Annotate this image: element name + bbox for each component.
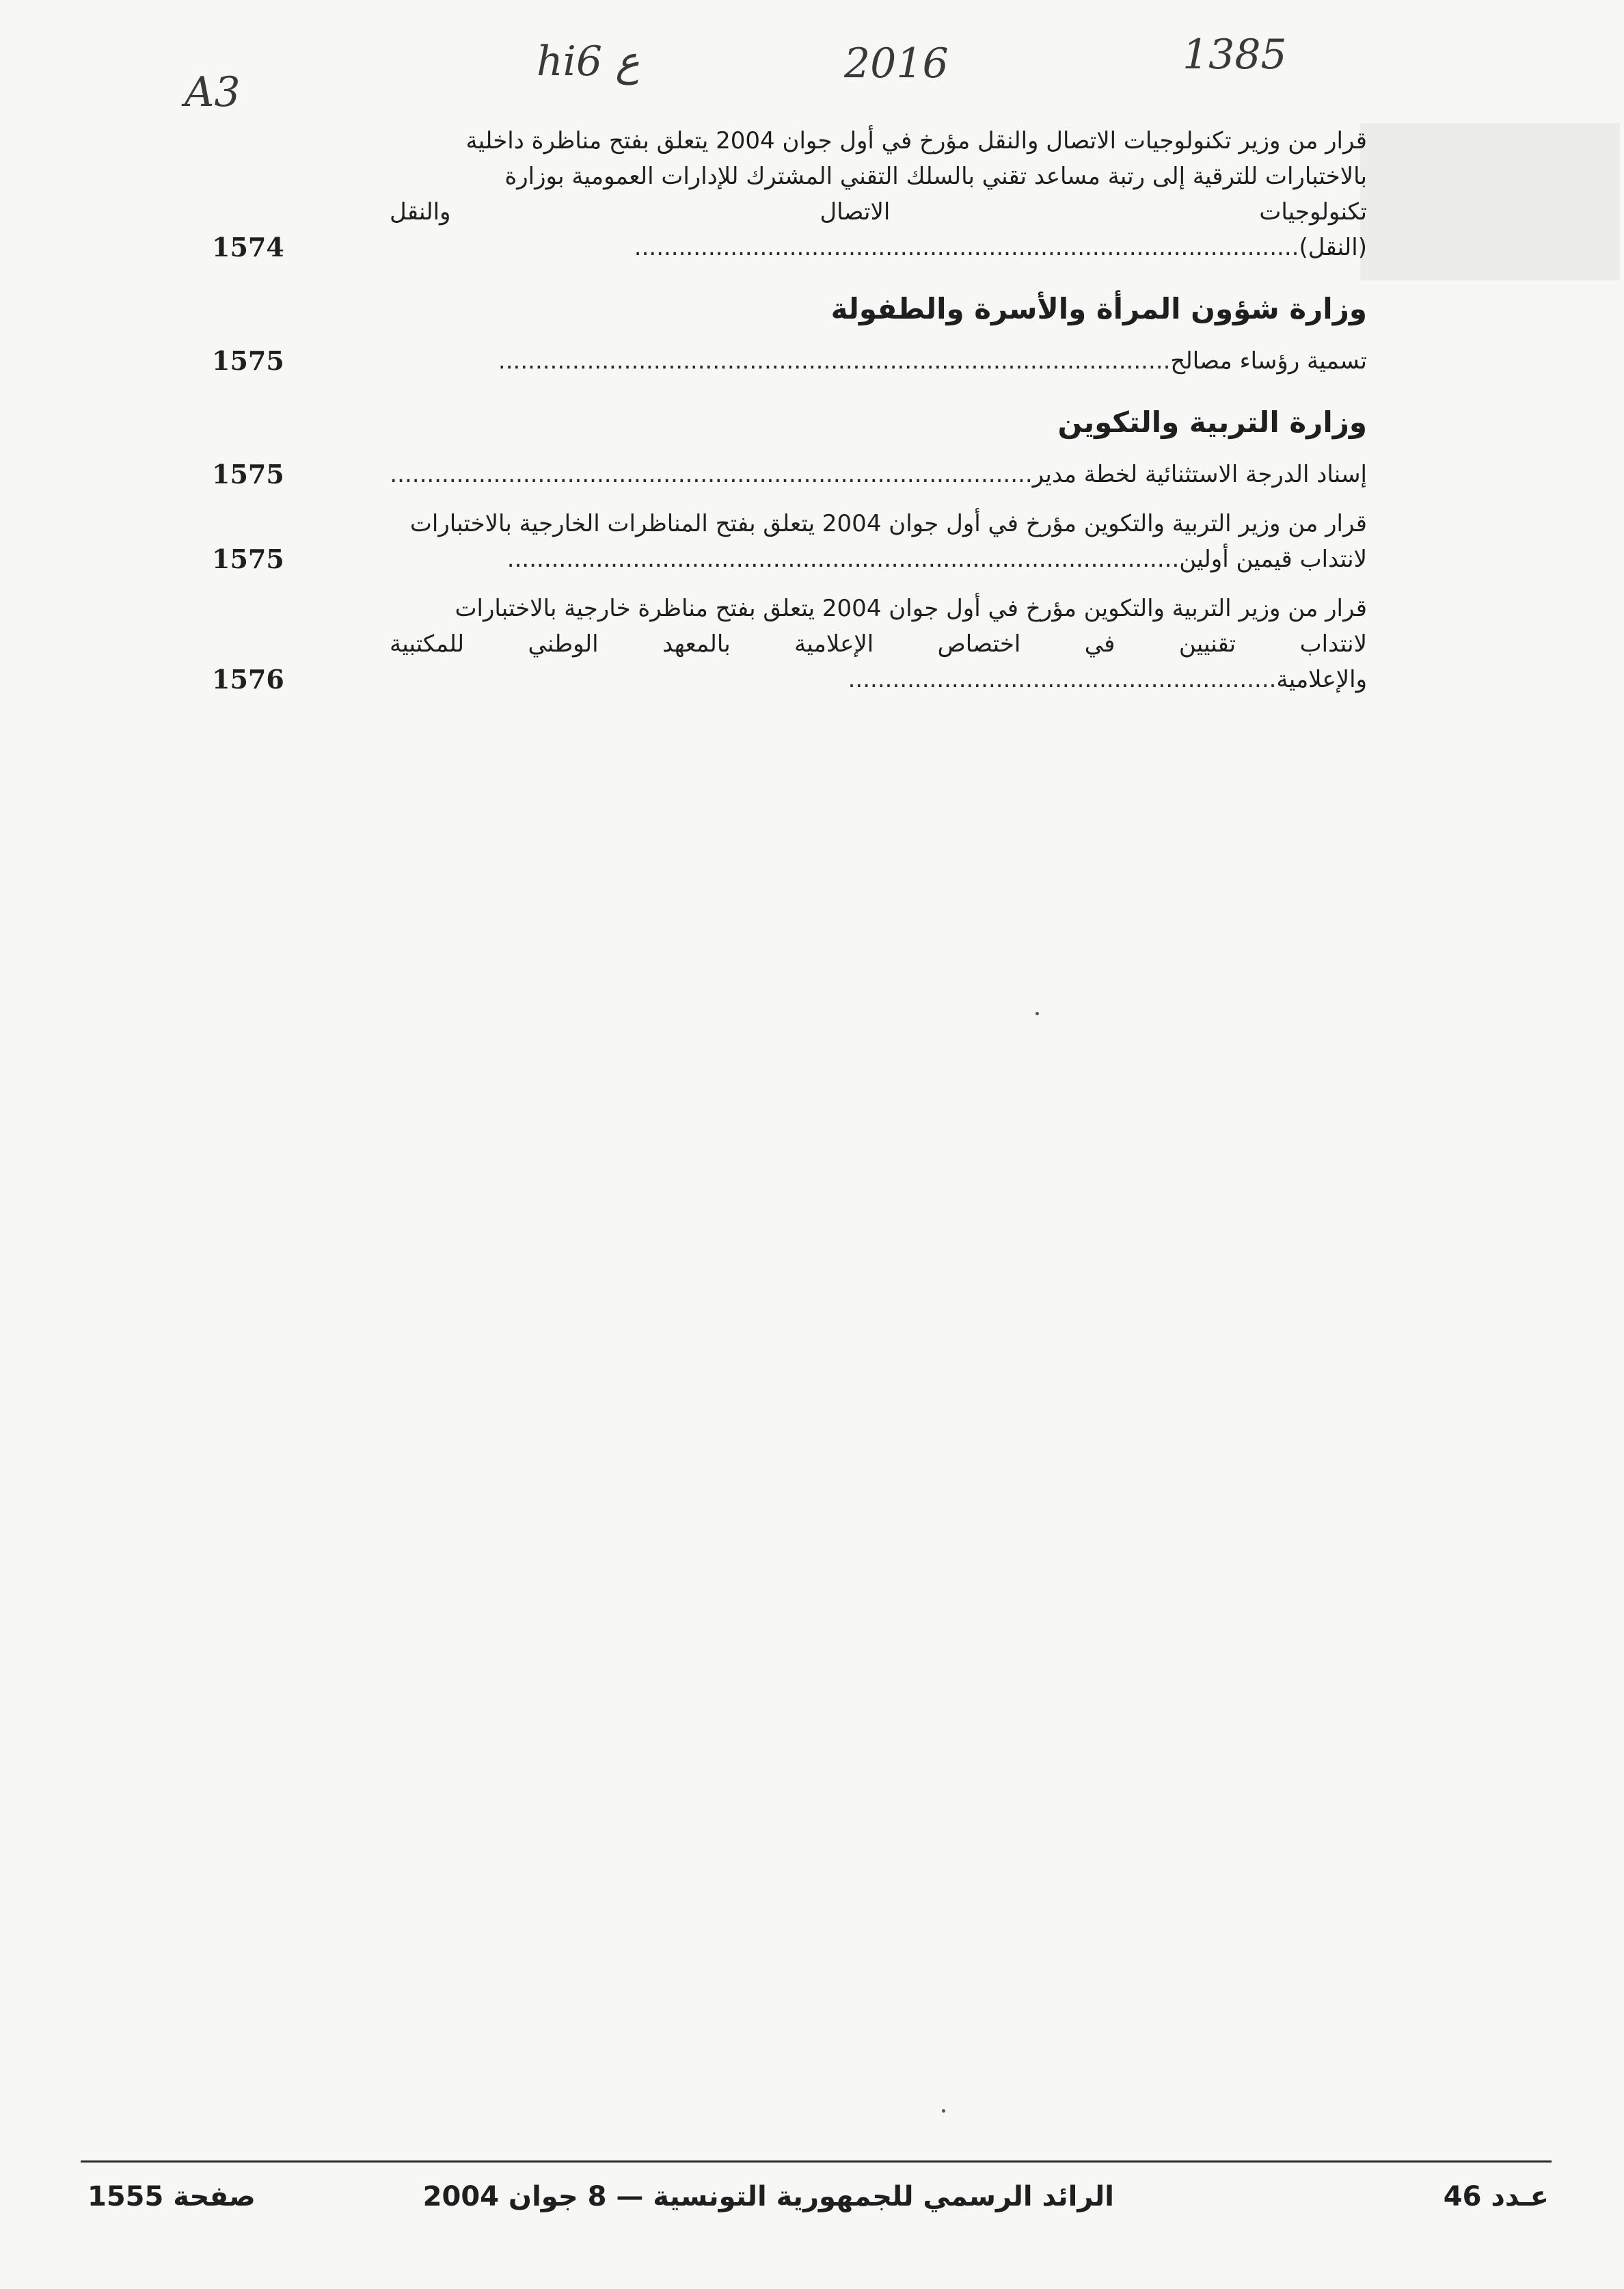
toc-entry-line: إسناد الدرجة الاستثنائية لخطة مدير xyxy=(1032,461,1367,488)
toc-entry-text xyxy=(390,457,1367,492)
toc-leader-dots: ....................................................................................... xyxy=(390,461,1033,488)
handwritten-note-year: 2016 xyxy=(844,40,949,88)
footer-issue-number: عـدد 46 xyxy=(1443,2181,1549,2212)
toc-entry-line: لانتداب قيمين أولين xyxy=(1179,546,1367,573)
toc-entry xyxy=(212,591,1367,697)
toc-entry-line: قرار من وزير التربية والتكوين مؤرخ في أول جوان 2004 يتعلق بفتح مناظرة خارجية بالاختبارات xyxy=(455,595,1367,622)
toc-entry-line: بالاختبارات للترقية إلى رتبة مساعد تقني بالسلك التقني المشترك للإدارات العمومية بوزارة xyxy=(504,163,1367,190)
footer-page-number: صفحة 1555 xyxy=(87,2181,256,2212)
toc-leader-dots: ........................................................................................... xyxy=(498,347,1171,375)
scan-speck xyxy=(942,2109,945,2113)
scan-speck xyxy=(1036,1012,1039,1015)
toc-leader-dots: .......................................................... xyxy=(848,666,1277,693)
toc-entry-line: تسمية رؤساء مصالح xyxy=(1170,347,1367,375)
ministry-heading: وزارة شؤون المرأة والأسرة والطفولة xyxy=(830,292,1367,325)
footer-journal-title: الرائد الرسمي للجمهورية التونسية — 8 جوان 2004 xyxy=(422,2181,1114,2212)
toc-entry-line: قرار من وزير تكنولوجيات الاتصال والنقل مؤرخ في أول جوان 2004 يتعلق بفتح مناظرة داخلية xyxy=(465,127,1367,155)
toc-entry xyxy=(212,457,1367,492)
toc-entry-text xyxy=(390,343,1367,379)
toc-page-number: 1575 xyxy=(212,544,284,574)
toc-page-number: 1575 xyxy=(212,345,284,376)
toc-entry-text xyxy=(390,591,1367,697)
toc-leader-dots: .......................................................................................... xyxy=(634,234,1299,261)
toc-entry xyxy=(212,343,1367,379)
toc-entry-text xyxy=(390,123,1367,265)
toc-entry-line: تكنولوجيات الاتصال والنقل (النقل) xyxy=(390,198,1367,261)
handwritten-note-a3: A3 xyxy=(185,68,241,116)
footer-divider xyxy=(81,2160,1552,2163)
toc-leader-dots: ........................................................................................... xyxy=(506,546,1180,573)
toc-entry xyxy=(212,506,1367,577)
table-of-contents xyxy=(212,123,1367,711)
handwritten-note-code: hi6 ع xyxy=(537,38,640,85)
handwritten-note-number: 1385 xyxy=(1182,31,1287,79)
toc-page-number: 1576 xyxy=(212,664,284,695)
scan-shading xyxy=(1360,123,1620,280)
toc-entry-text xyxy=(390,506,1367,577)
toc-entry-line: قرار من وزير التربية والتكوين مؤرخ في أول جوان 2004 يتعلق بفتح المناظرات الخارجية بالاختبارات xyxy=(409,510,1367,537)
ministry-heading: وزارة التربية والتكوين xyxy=(1057,405,1367,439)
toc-entry-line: لانتداب تقنيين في اختصاص الإعلامية بالمعهد الوطني للمكتبية والإعلامية xyxy=(390,630,1367,693)
toc-page-number: 1575 xyxy=(212,459,284,490)
toc-entry xyxy=(212,123,1367,265)
toc-page-number: 1574 xyxy=(212,232,284,263)
